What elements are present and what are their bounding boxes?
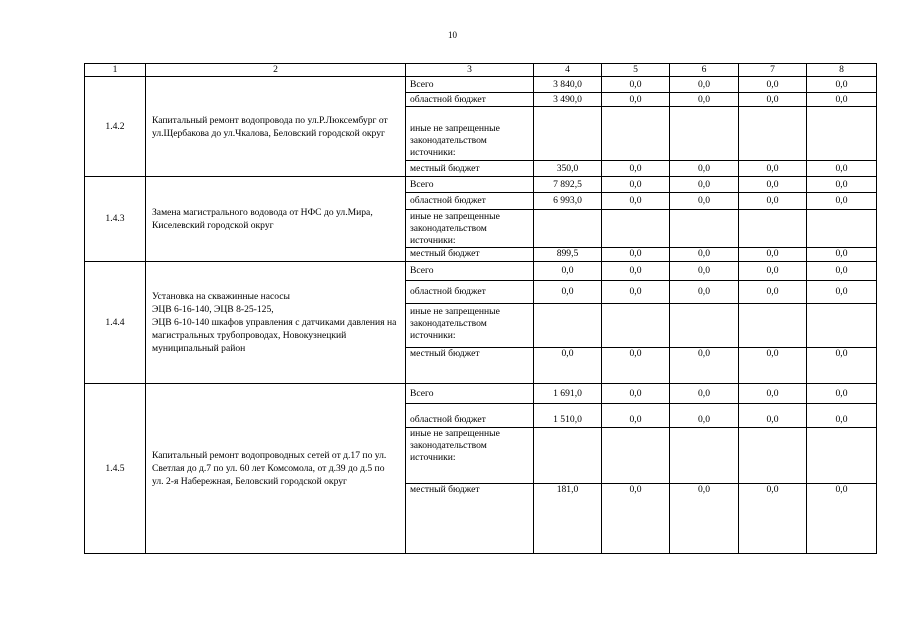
value-cell: 0,0 bbox=[739, 384, 807, 404]
source-local-label: местный бюджет bbox=[406, 161, 534, 177]
item-code: 1.4.4 bbox=[85, 262, 146, 384]
table-row bbox=[85, 77, 877, 93]
value-cell: 0,0 bbox=[670, 161, 739, 177]
value-cell: 0,0 bbox=[739, 281, 807, 304]
item-name: Замена магистрального водовода от НФС до ул.Мира, Киселевский городской округ bbox=[146, 177, 406, 262]
value-cell: 0,0 bbox=[670, 262, 739, 281]
value-cell: 0,0 bbox=[807, 248, 877, 262]
value-cell: 0,0 bbox=[602, 384, 670, 404]
value-cell: 0,0 bbox=[670, 484, 739, 554]
empty-cell bbox=[807, 210, 877, 248]
source-regional-label: областной бюджет bbox=[406, 281, 534, 304]
value-cell: 3 490,0 bbox=[534, 93, 602, 107]
value-cell: 0,0 bbox=[807, 93, 877, 107]
value-cell: 0,0 bbox=[807, 404, 877, 428]
value-cell: 0,0 bbox=[739, 262, 807, 281]
empty-cell bbox=[534, 428, 602, 484]
column-header: 3 bbox=[406, 64, 534, 77]
empty-cell bbox=[670, 210, 739, 248]
value-cell: 0,0 bbox=[807, 281, 877, 304]
column-header: 8 bbox=[807, 64, 877, 77]
value-cell: 0,0 bbox=[602, 93, 670, 107]
value-cell: 899,5 bbox=[534, 248, 602, 262]
value-cell: 0,0 bbox=[807, 484, 877, 554]
source-regional-label: областной бюджет bbox=[406, 404, 534, 428]
column-number-row bbox=[85, 64, 877, 77]
empty-cell bbox=[670, 107, 739, 161]
table-row bbox=[85, 262, 877, 281]
value-cell: 0,0 bbox=[602, 161, 670, 177]
item-name bbox=[146, 262, 406, 384]
value-cell: 0,0 bbox=[602, 193, 670, 210]
empty-cell bbox=[739, 304, 807, 348]
empty-cell bbox=[739, 210, 807, 248]
source-local-label: местный бюджет bbox=[406, 484, 534, 554]
column-header: 5 bbox=[602, 64, 670, 77]
value-cell: 0,0 bbox=[670, 404, 739, 428]
budget-table bbox=[84, 63, 877, 554]
value-cell: 0,0 bbox=[602, 404, 670, 428]
value-cell: 0,0 bbox=[602, 177, 670, 193]
column-header: 6 bbox=[670, 64, 739, 77]
value-cell: 0,0 bbox=[807, 77, 877, 93]
value-cell: 1 691,0 bbox=[534, 384, 602, 404]
empty-cell bbox=[534, 107, 602, 161]
item-code: 1.4.2 bbox=[85, 77, 146, 177]
value-cell: 0,0 bbox=[602, 484, 670, 554]
value-cell: 0,0 bbox=[807, 161, 877, 177]
value-cell: 7 892,5 bbox=[534, 177, 602, 193]
value-cell: 0,0 bbox=[807, 384, 877, 404]
item-name bbox=[146, 384, 406, 554]
column-header: 2 bbox=[146, 64, 406, 77]
value-cell: 3 840,0 bbox=[534, 77, 602, 93]
empty-cell bbox=[807, 428, 877, 484]
value-cell: 0,0 bbox=[807, 348, 877, 384]
table-row bbox=[85, 177, 877, 193]
item-code: 1.4.3 bbox=[85, 177, 146, 262]
value-cell: 0,0 bbox=[670, 281, 739, 304]
value-cell: 0,0 bbox=[602, 348, 670, 384]
item-name-line: ЭЦВ 6-10-140 шкафов управления с датчиками давления на магистральных трубопроводах, Новокузнецкий муниципальный район bbox=[152, 317, 397, 354]
value-cell: 0,0 bbox=[602, 281, 670, 304]
source-other-label: иные не запрещенные законодательством источники: bbox=[406, 428, 534, 484]
source-total-label: Всего bbox=[406, 77, 534, 93]
source-local-label: местный бюджет bbox=[406, 248, 534, 262]
source-other-label: иные не запрещенные законодательством источники: bbox=[406, 107, 534, 161]
item-name-line: ЭЦВ 6-16-140, ЭЦВ 8-25-125, bbox=[152, 304, 274, 315]
source-local-label: местный бюджет bbox=[406, 348, 534, 384]
value-cell: 0,0 bbox=[807, 193, 877, 210]
item-code: 1.4.5 bbox=[85, 384, 146, 554]
item-name-line: Капитальный ремонт водопроводных сетей от д.17 по ул. Светлая до д.7 по ул. 60 лет Комсомола, от д.39 до д.5 по bbox=[152, 450, 387, 474]
value-cell: 0,0 bbox=[534, 348, 602, 384]
value-cell: 0,0 bbox=[670, 348, 739, 384]
empty-cell bbox=[739, 428, 807, 484]
source-other-label: иные не запрещенные законодательством источники: bbox=[406, 210, 534, 248]
item-name: Капитальный ремонт водопровода по ул.Р.Люксембург от ул.Щербакова до ул.Чкалова, Беловский городской округ bbox=[146, 77, 406, 177]
value-cell: 0,0 bbox=[739, 404, 807, 428]
source-regional-label: областной бюджет bbox=[406, 93, 534, 107]
empty-cell bbox=[602, 210, 670, 248]
empty-cell bbox=[602, 428, 670, 484]
value-cell: 0,0 bbox=[739, 484, 807, 554]
empty-cell bbox=[602, 107, 670, 161]
value-cell: 0,0 bbox=[739, 177, 807, 193]
empty-cell bbox=[534, 210, 602, 248]
value-cell: 0,0 bbox=[670, 248, 739, 262]
value-cell: 0,0 bbox=[807, 262, 877, 281]
empty-cell bbox=[602, 304, 670, 348]
value-cell: 0,0 bbox=[739, 193, 807, 210]
source-total-label: Всего bbox=[406, 384, 534, 404]
empty-cell bbox=[670, 428, 739, 484]
value-cell: 0,0 bbox=[739, 161, 807, 177]
empty-cell bbox=[807, 304, 877, 348]
value-cell: 0,0 bbox=[534, 281, 602, 304]
item-name-line: ул. 2-я Набережная, Беловский городской округ bbox=[152, 476, 347, 487]
value-cell: 6 993,0 bbox=[534, 193, 602, 210]
empty-cell bbox=[807, 107, 877, 161]
empty-cell bbox=[534, 304, 602, 348]
value-cell: 0,0 bbox=[670, 77, 739, 93]
column-header: 1 bbox=[85, 64, 146, 77]
value-cell: 0,0 bbox=[739, 77, 807, 93]
empty-cell bbox=[670, 304, 739, 348]
value-cell: 0,0 bbox=[534, 262, 602, 281]
value-cell: 0,0 bbox=[739, 248, 807, 262]
value-cell: 0,0 bbox=[602, 248, 670, 262]
value-cell: 0,0 bbox=[739, 348, 807, 384]
column-header: 7 bbox=[739, 64, 807, 77]
value-cell: 0,0 bbox=[670, 193, 739, 210]
value-cell: 0,0 bbox=[807, 177, 877, 193]
value-cell: 0,0 bbox=[670, 93, 739, 107]
table-row bbox=[85, 384, 877, 404]
source-total-label: Всего bbox=[406, 177, 534, 193]
item-name-line: Установка на скважинные насосы bbox=[152, 291, 290, 302]
value-cell: 0,0 bbox=[739, 93, 807, 107]
value-cell: 181,0 bbox=[534, 484, 602, 554]
value-cell: 0,0 bbox=[602, 262, 670, 281]
source-regional-label: областной бюджет bbox=[406, 193, 534, 210]
source-total-label: Всего bbox=[406, 262, 534, 281]
source-other-label: иные не запрещенные законодательством источники: bbox=[406, 304, 534, 348]
value-cell: 1 510,0 bbox=[534, 404, 602, 428]
column-header: 4 bbox=[534, 64, 602, 77]
page-number: 10 bbox=[448, 30, 457, 40]
empty-cell bbox=[739, 107, 807, 161]
value-cell: 0,0 bbox=[670, 177, 739, 193]
value-cell: 0,0 bbox=[670, 384, 739, 404]
value-cell: 350,0 bbox=[534, 161, 602, 177]
value-cell: 0,0 bbox=[602, 77, 670, 93]
